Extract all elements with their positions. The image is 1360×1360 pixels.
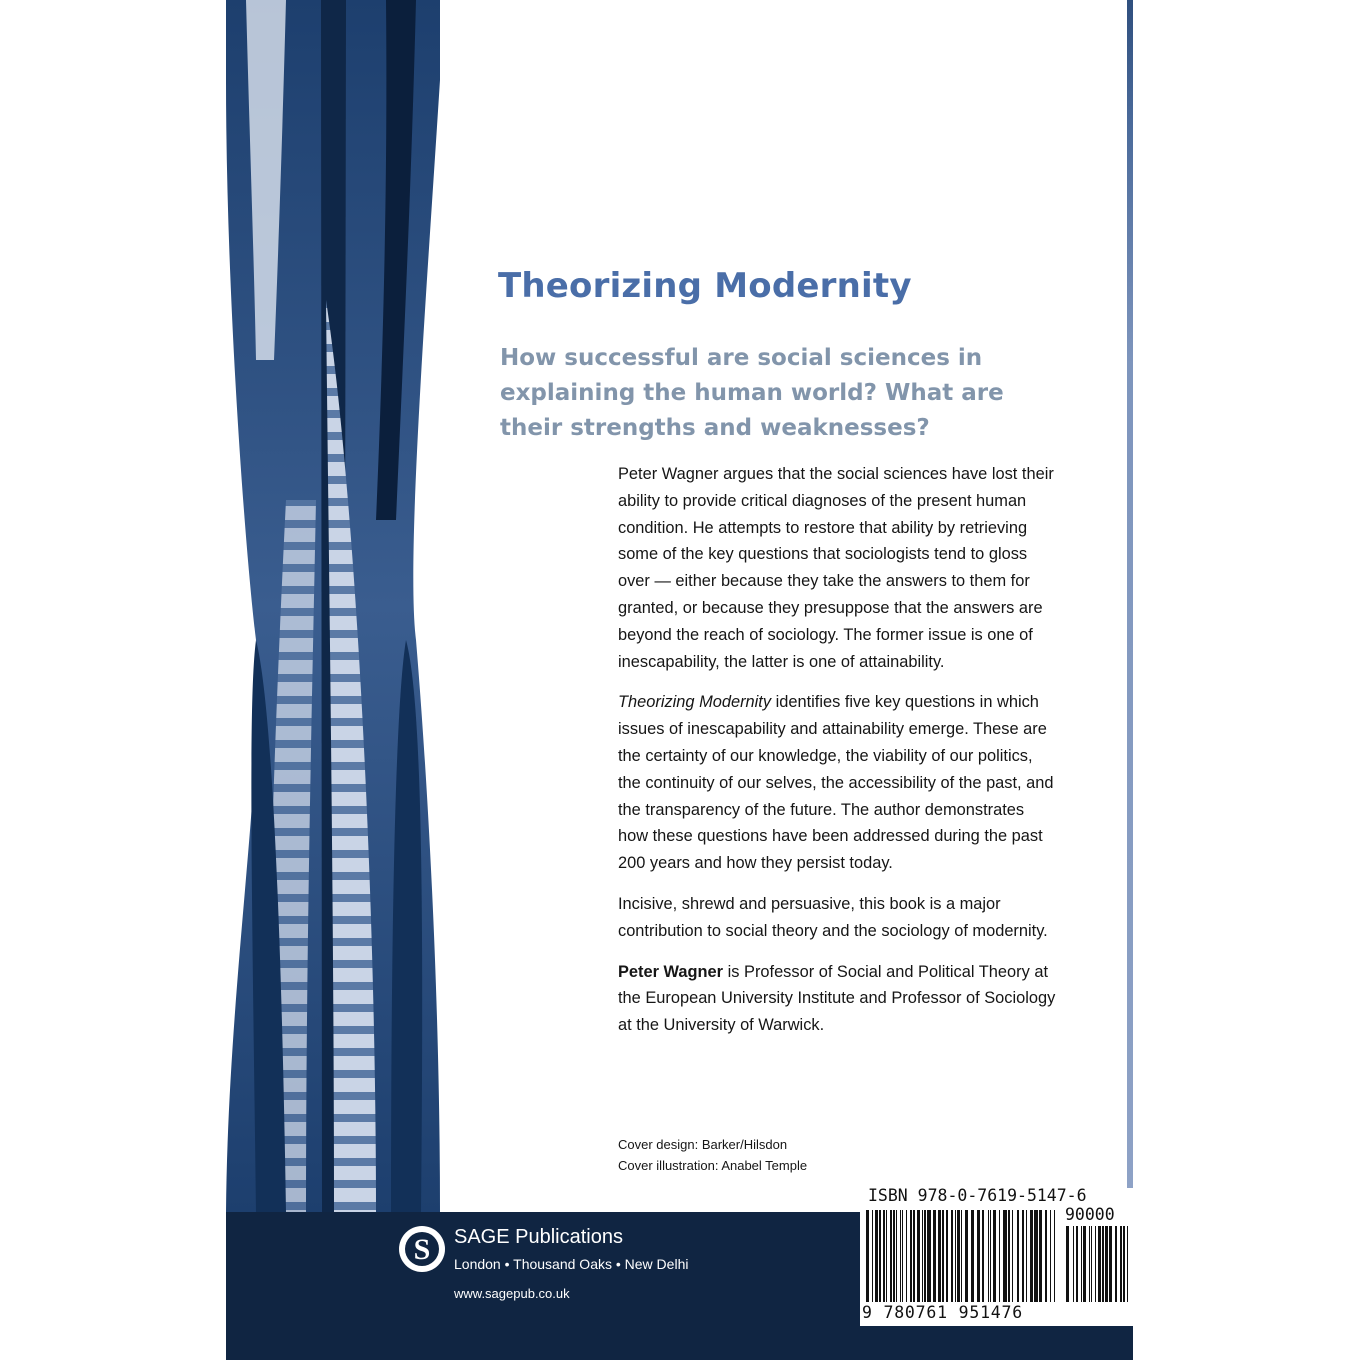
cover-design-credit: Cover design: Barker/Hilsdon xyxy=(618,1137,788,1152)
barcode-bar xyxy=(946,1210,948,1302)
barcode-bar xyxy=(938,1210,941,1302)
barcode-bar xyxy=(890,1210,892,1302)
barcode-bar xyxy=(971,1210,974,1302)
barcode-bar xyxy=(1050,1210,1051,1302)
barcode-bar xyxy=(1115,1226,1117,1302)
barcode-bar xyxy=(1102,1226,1104,1302)
barcode-bar xyxy=(1045,1210,1047,1302)
blurb-paragraph-3: Incisive, shrewd and persuasive, this book is a major contribution to social theory and the sociology of modernity. xyxy=(618,894,1048,940)
barcode-bar xyxy=(1012,1210,1013,1302)
barcode-bar xyxy=(1105,1226,1108,1302)
blurb-paragraph-2-text: identifies five key questions in which issues of inescapability and attainability emerge. These are the certainty of our knowledge, the viability of our politics, the continuity of our selves, the accessibility of the past, and the transparency of the future. The author demonstrates how these questions have been addressed during the past 200 years and how they persist today. xyxy=(618,693,1054,873)
barcode-bar xyxy=(910,1210,912,1302)
barcode-bar xyxy=(1073,1226,1074,1302)
barcode-bar xyxy=(1098,1226,1101,1302)
barcode-bar xyxy=(883,1210,885,1302)
barcode-bar xyxy=(1008,1210,1010,1302)
barcode-bar xyxy=(896,1210,897,1302)
barcode-bar xyxy=(913,1210,915,1302)
barcode-bar xyxy=(917,1210,920,1302)
cover-illustration-credit: Cover illustration: Anabel Temple xyxy=(618,1158,808,1173)
barcode-bar xyxy=(1066,1226,1069,1302)
publisher-name: SAGE Publications xyxy=(454,1226,623,1248)
barcode-bar xyxy=(942,1210,944,1302)
barcode-bar xyxy=(1091,1226,1092,1302)
barcode-bar xyxy=(902,1210,903,1302)
barcode-bar xyxy=(1081,1226,1082,1302)
barcode-digits: 9 780761 951476 xyxy=(862,1303,1024,1322)
book-title: Theorizing Modernity xyxy=(498,266,912,306)
author-name: Peter Wagner xyxy=(618,962,724,981)
barcode-bar xyxy=(1083,1226,1086,1302)
barcode-bar xyxy=(1054,1210,1055,1302)
barcode-bar xyxy=(933,1210,936,1302)
barcode-main xyxy=(866,1210,1056,1302)
barcode-addon xyxy=(1066,1226,1128,1302)
barcode-bar xyxy=(977,1210,980,1302)
barcode-bar xyxy=(1127,1226,1128,1302)
publisher-url: www.sagepub.co.uk xyxy=(454,1286,570,1301)
barcode-bar xyxy=(922,1210,923,1302)
sage-logo-icon xyxy=(399,1226,445,1272)
barcode-bar xyxy=(1123,1226,1125,1302)
book-back-cover xyxy=(226,0,1133,1360)
barcode-bar xyxy=(1109,1226,1112,1302)
author-bio xyxy=(618,959,1058,1039)
barcode-bar xyxy=(982,1210,984,1302)
barcode-bar xyxy=(1026,1210,1027,1302)
barcode-bar xyxy=(955,1210,956,1302)
author-bio-text: is Professor of Social and Political Theory at the European University Institute and Professor of Sociology at the University of Warwick. xyxy=(618,962,1056,1035)
price-code: 90000 xyxy=(1065,1205,1115,1224)
barcode-bar xyxy=(990,1210,991,1302)
barcode-bar xyxy=(872,1210,873,1302)
cover-credits xyxy=(618,1134,1018,1176)
barcode-bar xyxy=(927,1210,931,1302)
book-blurb xyxy=(618,461,1058,1053)
barcode-bar xyxy=(1095,1226,1096,1302)
barcode-bar xyxy=(965,1210,968,1302)
barcode-bar xyxy=(900,1210,901,1302)
isbn-label: ISBN 978-0-7619-5147-6 xyxy=(868,1186,1087,1205)
logo-letter: S xyxy=(413,1233,431,1266)
barcode-bar xyxy=(951,1210,953,1302)
barcode-bar xyxy=(1017,1210,1019,1302)
barcode-bar xyxy=(866,1210,869,1302)
barcode-bar xyxy=(906,1210,907,1302)
blurb-paragraph-1: Peter Wagner argues that the social sciences have lost their ability to provide critical diagnoses of the present human condition. He attempts to restore that ability by retrieving some of the key questions that sociologists tend to gloss over — either because they take the answers to them for granted, or because they presuppose that the answers are beyond the reach of sociology. The former issue is one of inescapability, the latter is one of attainability. xyxy=(618,465,1054,671)
book-tagline: How successful are social sciences in explaining the human world? What are their strengths and weaknesses? xyxy=(500,345,1004,441)
barcode-bar xyxy=(886,1210,887,1302)
barcode-bar xyxy=(879,1210,881,1302)
barcode-bar xyxy=(1089,1226,1090,1302)
barcode-bar xyxy=(993,1210,996,1302)
barcode-bar xyxy=(999,1210,1000,1302)
blurb-paragraph-2 xyxy=(618,689,1058,877)
barcode-bar xyxy=(957,1210,960,1302)
barcode-bar xyxy=(1120,1226,1122,1302)
barcode-bar xyxy=(1034,1210,1038,1302)
barcode-bar xyxy=(875,1210,878,1302)
publisher-cities: London • Thousand Oaks • New Delhi xyxy=(454,1256,689,1272)
barcode-bar xyxy=(1030,1210,1033,1302)
barcode-bar xyxy=(1039,1210,1042,1302)
barcode-bar xyxy=(893,1210,895,1302)
barcode-bar xyxy=(924,1210,926,1302)
barcode-bar xyxy=(1076,1226,1078,1302)
barcode-bar xyxy=(961,1210,962,1302)
barcode-bar xyxy=(1003,1210,1007,1302)
blurb-book-title: Theorizing Modernity xyxy=(618,693,772,712)
barcode-bar xyxy=(988,1210,989,1302)
cover-photo-escalators xyxy=(226,0,440,1212)
cover-edge-strip xyxy=(1127,0,1133,1212)
barcode-bar xyxy=(1022,1210,1024,1302)
